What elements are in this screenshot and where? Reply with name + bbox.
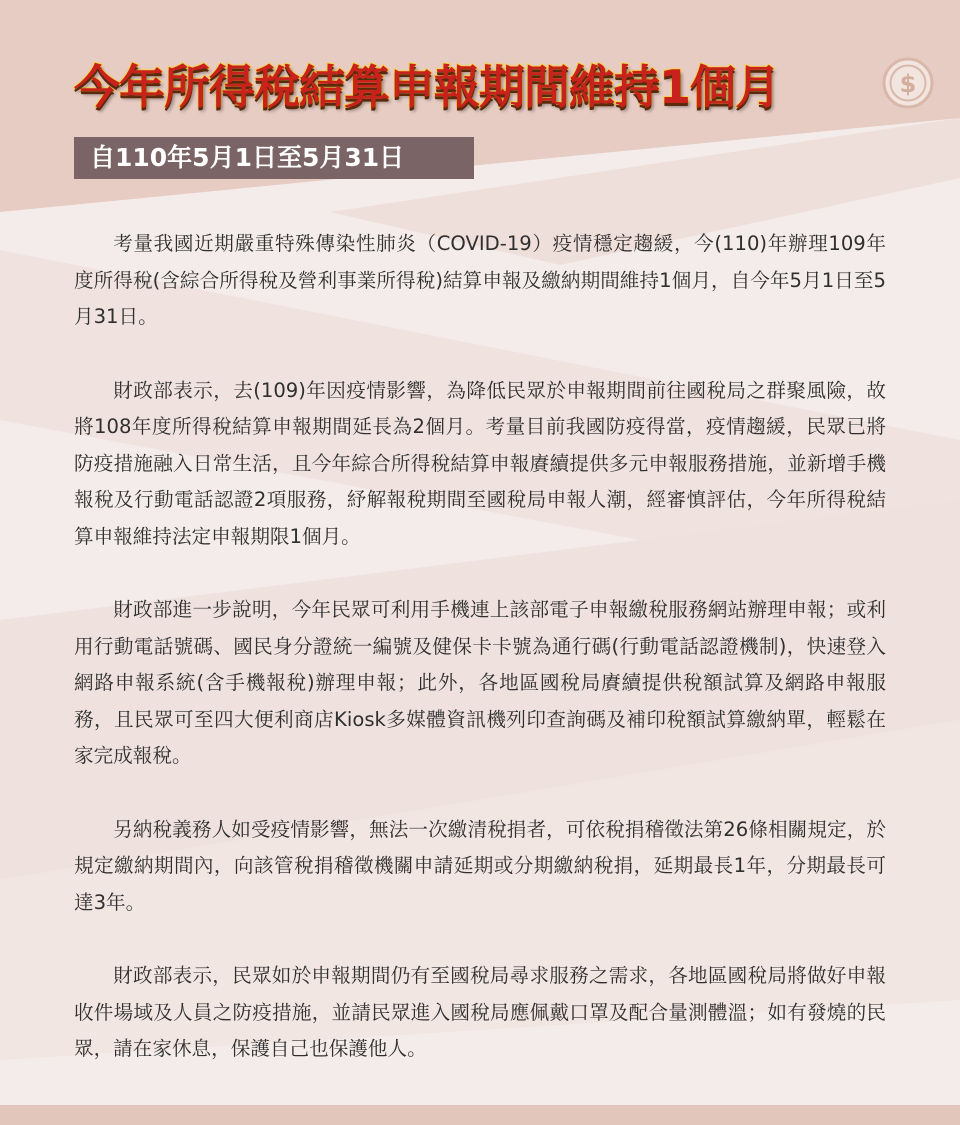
footer-strip [0,1105,960,1125]
paragraph-5: 財政部表示，民眾如於申報期間仍有至國稅局尋求服務之需求，各地區國稅局將做好申報收件場域及人員之防疫措施，並請民眾進入國稅局應佩戴口罩及配合量測體溫；如有發燒的民眾，請在家休息，保護自己也保護他人。 [74,964,886,1060]
dollar-coin-icon [882,57,934,109]
paragraph-1: 考量我國近期嚴重特殊傳染性肺炎（COVID-19）疫情穩定趨緩，今(110)年辦理109年度所得稅(含綜合所得稅及營利事業所得稅)結算申報及繳納期間維持1個月，自今年5月1日至5月31日。 [74,232,886,328]
page-title: 今年所得稅結算申報期間維持1個月 [74,60,781,114]
paragraph-3: 財政部進一步說明，今年民眾可利用手機連上該部電子申報繳稅服務網站辦理申報；或利用行動電話號碼、國民身分證統一編號及健保卡卡號為通行碼(行動電話認證機制)，快速登入網路申報系統(含手機報稅)辦理申報；此外，各地區國稅局賡續提供稅額試算及網路申報服務，且民眾可至四大便利商店Kiosk多媒體資訊機列印查詢碼及補印稅額試算繳納單，輕鬆在家完成報稅。 [74,598,886,767]
coin-symbol: $ [899,70,917,98]
paragraph-2: 財政部表示，去(109)年因疫情影響，為降低民眾於申報期間前往國稅局之群聚風險，故將108年度所得稅結算申報期間延長為2個月。考量目前我國防疫得當，疫情趨緩，民眾已將防疫措施融入日常生活，且今年綜合所得稅結算申報賡續提供多元申報服務措施，並新增手機報稅及行動電話認證2項服務，紓解報稅期間至國稅局申報人潮，經審慎評估，今年所得稅結算申報維持法定申報期限1個月。 [74,378,886,548]
paragraph-4: 另納稅義務人如受疫情影響，無法一次繳清稅捐者，可依稅捐稽徵法第26條相關規定，於規定繳納期間內，向該管稅捐稽徵機關申請延期或分期繳納稅捐，延期最長1年，分期最長可達3年。 [74,817,886,914]
article-body [74,226,886,1068]
date-range-badge: 自110年5月1日至5月31日 [74,137,474,179]
